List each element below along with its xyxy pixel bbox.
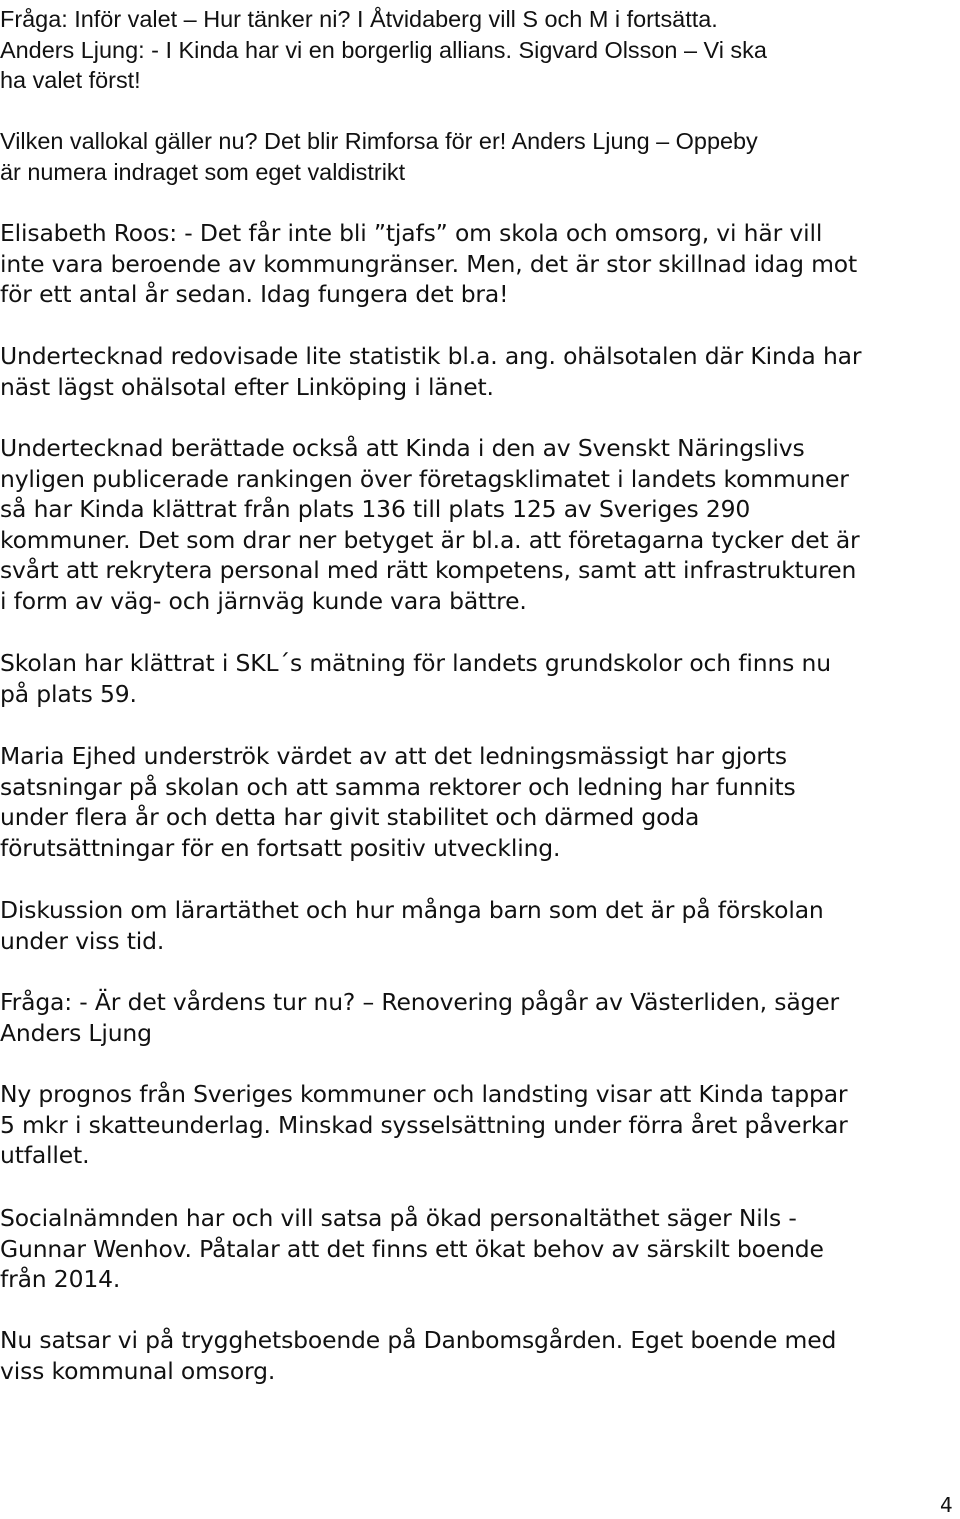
text-line: Socialnämnden har och vill satsa på ökad personaltäthet säger Nils - [0, 1204, 797, 1232]
paragraph-school-ranking [0, 648, 958, 709]
text-line: Undertecknad redovisade lite statistik bl.a. ang. ohälsotalen där Kinda har [0, 342, 862, 370]
text-line: svårt att rekrytera personal med rätt kompetens, samt att infrastrukturen [0, 556, 857, 585]
text-line: under flera år och detta har givit stabilitet och därmed goda [0, 803, 700, 832]
paragraph-social-committee [0, 1203, 958, 1295]
text-line: är numera indraget som eget valdistrikt [0, 158, 406, 185]
text-line: inte vara beroende av kommungränser. Men, det är stor skillnad idag mot [0, 249, 858, 278]
paragraph-statistics [0, 341, 958, 402]
text-line: Fråga: - Är det vårdens tur nu? – Renovering pågår av Västerliden, säger [0, 988, 840, 1016]
text-line: kommuner. Det som drar ner betyget är bl.a. att företagarna tycker det är [0, 525, 860, 554]
text-line: nyligen publicerade rankingen över företagsklimatet i landets kommuner [0, 464, 849, 493]
text-line: satsningar på skolan och att samma rektorer och ledning har funnits [0, 772, 796, 801]
text-line: så har Kinda klättrat från plats 136 till plats 125 av Sveriges 290 [0, 495, 751, 524]
text-line: ha valet först! [0, 67, 141, 94]
text-line: näst lägst ohälsotal efter Linköping i länet. [0, 372, 494, 401]
text-line: Elisabeth Roos: - Det får inte bli ”tjafs” om skola och omsorg, vi här vill [0, 219, 823, 247]
text-line: Fråga: Inför valet – Hur tänker ni? I Åtvidaberg vill S och M i fortsätta. [0, 6, 718, 32]
paragraph-teacher-density [0, 895, 958, 956]
text-line: i form av väg- och järnväg kunde vara bättre. [0, 586, 527, 615]
page-number: 4 [940, 1493, 953, 1517]
paragraph-maria-ejhed [0, 741, 958, 863]
text-line: utfallet. [0, 1141, 90, 1170]
text-line: viss kommunal omsorg. [0, 1356, 276, 1385]
text-line: Nu satsar vi på trygghetsboende på Danbomsgården. Eget boende med [0, 1326, 837, 1354]
text-line: Anders Ljung [0, 1018, 152, 1047]
paragraph-elisabeth-roos [0, 218, 958, 310]
text-line: från 2014. [0, 1265, 121, 1294]
text-line: under viss tid. [0, 926, 165, 955]
text-line: Ny prognos från Sveriges kommuner och landsting visar att Kinda tappar [0, 1080, 848, 1108]
text-line: förutsättningar för en fortsatt positiv utveckling. [0, 833, 561, 862]
text-line: Vilken vallokal gäller nu? Det blir Rimforsa för er! Anders Ljung – Oppeby [0, 128, 758, 154]
text-line: Skolan har klättrat i SKL´s mätning för landets grundskolor och finns nu [0, 649, 831, 677]
text-line: Maria Ejhed underströk värdet av att det ledningsmässigt har gjorts [0, 742, 787, 770]
paragraph-safety-housing [0, 1325, 958, 1386]
text-line: 5 mkr i skatteunderlag. Minskad sysselsättning under förra året påverkar [0, 1110, 848, 1139]
text-line: Diskussion om lärartäthet och hur många barn som det är på förskolan [0, 896, 824, 924]
text-line: Undertecknad berättade också att Kinda i den av Svenskt Näringslivs [0, 434, 805, 462]
paragraph-tax-forecast [0, 1079, 958, 1171]
paragraph-election-question [0, 4, 958, 96]
text-line: Gunnar Wenhov. Påtalar att det finns ett ökat behov av särskilt boende [0, 1234, 824, 1263]
text-line: för ett antal år sedan. Idag fungera det bra! [0, 280, 509, 309]
paragraph-business-climate [0, 433, 958, 617]
paragraph-care-question [0, 987, 958, 1048]
paragraph-polling-station [0, 126, 958, 187]
text-line: på plats 59. [0, 679, 137, 708]
text-line: Anders Ljung: - I Kinda har vi en borgerlig allians. Sigvard Olsson – Vi ska [0, 36, 767, 63]
